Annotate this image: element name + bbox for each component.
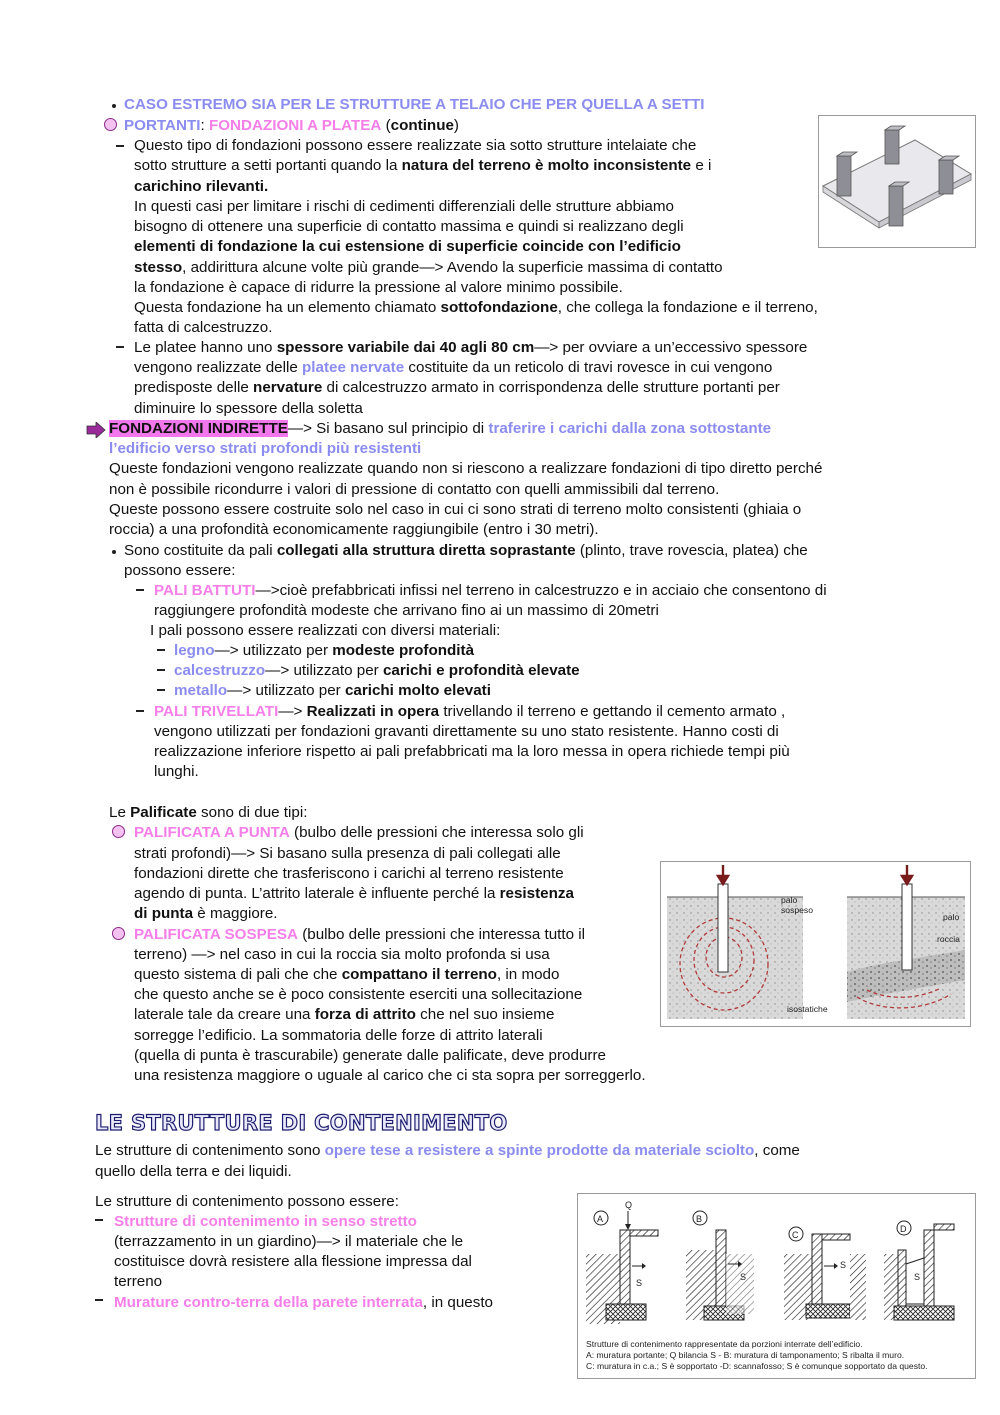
text-line: che questo anche se è poco consistente eserciti una sollecitazione — [134, 986, 583, 1003]
text-line: strati profondi)—> Si basano sulla presenza di pali collegati alle — [134, 845, 561, 862]
text-line: agendo di punta. L’attrito laterale è influente perché la resistenza — [134, 885, 574, 902]
text-line: possono essere: — [124, 562, 236, 579]
text-line: Le strutture di contenimento sono opere tese a resistere a spinte prodotte da materiale sciolto, come — [95, 1142, 800, 1159]
dash-marker — [116, 346, 124, 348]
text-line: Le platee hanno uno spessore variabile dai 40 agli 80 cm—> per ovviare a un’eccessivo spessore — [134, 339, 808, 356]
text-line: diminuire lo spessore della soletta — [134, 400, 363, 417]
thrust-label-s: S — [740, 1272, 747, 1282]
text-line: In questi casi per limitare i rischi di cedimenti differenziali delle strutture abbiamo — [134, 198, 674, 215]
piles-figure — [660, 861, 971, 1027]
text-line: I pali possono essere realizzati con diversi materiali: — [150, 622, 501, 639]
text-line: Queste fondazioni vengono realizzate quando non si riescono a realizzare fondazioni di tipo diretto perché — [109, 460, 823, 477]
text-line: PALI TRIVELLATI—> Realizzati in opera trivellando il terreno e gettando il cemento armato , — [154, 703, 786, 720]
thrust-label-s: S — [914, 1272, 921, 1282]
text-line: l’edificio verso strati profondi più resistenti — [109, 440, 422, 457]
text-line: Queste possono essere costruite solo nel caso in cui ci sono strati di terreno molto consistenti (ghiaia o — [109, 501, 802, 518]
text-line: legno—> utilizzato per modeste profondità — [174, 642, 475, 659]
text-line: stesso, addirittura alcune volte più grande—> Avendo la superficie massima di contatto — [134, 259, 723, 276]
wall-c — [784, 1227, 866, 1320]
text-line: PALIFICATA SOSPESA (bulbo delle pressioni che interessa tutto il — [134, 926, 586, 943]
text-line: quello della terra e dei liquidi. — [95, 1163, 292, 1180]
piles-label: isostatiche — [787, 1004, 828, 1014]
text-line: Questo tipo di fondazioni possono essere realizzate sia sotto strutture intelaiate che — [134, 137, 697, 154]
bullet — [112, 104, 116, 108]
platea-heading-line2: PORTANTI: FONDAZIONI A PLATEA (continue) — [124, 117, 459, 134]
text-line: vengono utilizzati per fondazioni gravanti direttamente su uno stato resistente. Hanno costi di — [154, 723, 779, 740]
text-line: predisposte delle nervature di calcestruzzo armato in corrispondenza delle strutture portanti per — [134, 379, 780, 396]
thrust-label-s: S — [636, 1278, 643, 1288]
wall-label-d: D — [900, 1224, 907, 1234]
piles-label: palo — [943, 912, 960, 922]
figure-caption: A: muratura portante; Q bilancia S - B: muratura di tamponamento; S ribalta il muro. — [586, 1350, 905, 1360]
text-line: Strutture di contenimento in senso stretto — [114, 1213, 417, 1230]
platea-figure — [818, 115, 976, 248]
text-line: questo sistema di pali che che compattano il terreno, in modo — [134, 966, 560, 983]
circle-marker — [112, 825, 125, 838]
dash-marker — [95, 1219, 103, 1221]
text-line: vengono realizzate delle platee nervate costituite da un reticolo di travi rovesce in cui vengono — [134, 359, 773, 376]
bullet — [112, 550, 116, 554]
wall-d — [884, 1221, 954, 1320]
indirette-heading: FONDAZIONI INDIRETTE—> Si basano sul principio di traferire i carichi dalla zona sottostante — [109, 420, 772, 437]
platea-heading-line1: CASO ESTREMO SIA PER LE STRUTTURE A TELAIO CHE PER QUELLA A SETTI — [124, 96, 705, 113]
text-line: metallo—> utilizzato per carichi molto elevati — [174, 682, 491, 699]
text-line: raggiungere profondità modeste che arrivano fino ai un massimo di 20metri — [154, 602, 659, 619]
dash-marker — [116, 145, 124, 147]
dash-marker — [157, 669, 165, 671]
text-line: (quella di punta è trascurabile) generate dalle palificate, deve produrre — [134, 1047, 606, 1064]
text-line: terreno — [114, 1273, 163, 1290]
piles-label: sospeso — [781, 905, 814, 915]
text-line: la fondazione è capace di ridurre la pressione al valore minimo possibile. — [134, 279, 623, 296]
wall-a — [586, 1200, 658, 1324]
wall-label-b: B — [696, 1214, 703, 1224]
text-line: lunghi. — [154, 763, 199, 780]
wall-label-c: C — [792, 1230, 799, 1240]
text-line: Le Palificate sono di due tipi: — [109, 804, 308, 821]
text-line: Le strutture di contenimento possono essere: — [95, 1193, 399, 1210]
text-line: elementi di fondazione la cui estensione di superficie coincide con l’edificio — [134, 238, 681, 255]
text-line: roccia) a una profondità economicamente raggiungibile (entro i 30 metri). — [109, 521, 599, 538]
text-line: PALI BATTUTI—>cioè prefabbricati infissi nel terreno in calcestruzzo e in acciaio che consentono di — [154, 582, 827, 599]
text-line: non è possibile ricondurre i valori di pressione di contatto con quelli ammissibili dal terreno. — [109, 481, 720, 498]
text-line: fondazioni dirette che trasferiscono i carichi al terreno resistente — [134, 865, 564, 882]
text-line: Sono costituite da pali collegati alla struttura diretta soprastante (plinto, trave rovescia, platea) che — [124, 542, 808, 559]
text-line: sorregge l’edificio. La sommatoria delle forze di attrito laterali — [134, 1027, 543, 1044]
text-line: fatta di calcestruzzo. — [134, 319, 273, 336]
retaining-walls-figure — [577, 1193, 976, 1379]
text-line: sotto strutture a setti portanti quando la natura del terreno è molto inconsistente e i — [134, 157, 712, 174]
thrust-label-s: S — [840, 1260, 847, 1270]
arrow-marker-icon — [86, 422, 106, 442]
text-line: (terrazzamento in un giardino)—> il materiale che le — [114, 1233, 464, 1250]
text-line: terreno) —> nel caso in cui la roccia sia molto profonda si usa — [134, 946, 550, 963]
text-line: realizzazione inferiore rispetto ai pali prefabbricati ma la loro messa in opera richiede tempi più — [154, 743, 790, 760]
load-label-q: Q — [625, 1200, 633, 1210]
section-heading: LE STRUTTURE DI CONTENIMENTO — [95, 1111, 508, 1135]
text-line: bisogno di ottenere una superficie di contatto massima e quindi si realizzano degli — [134, 218, 684, 235]
text-line: laterale tale da creare una forza di attrito che nel suo insieme — [134, 1006, 555, 1023]
text-line: calcestruzzo—> utilizzato per carichi e profondità elevate — [174, 662, 580, 679]
piles-label: palo — [781, 895, 798, 905]
text-line: Murature contro-terra della parete interrata, in questo — [114, 1294, 493, 1311]
text-line: carichino rilevanti. — [134, 178, 269, 195]
text-line: una resistenza maggiore o uguale al carico che ci sta sopra per sorreggerlo. — [134, 1067, 646, 1084]
circle-marker — [112, 927, 125, 940]
circle-marker — [104, 118, 117, 131]
piles-label: roccia — [937, 934, 960, 944]
text-line: Questa fondazione ha un elemento chiamato sottofondazione, che collega la fondazione e il terreno, — [134, 299, 818, 316]
figure-caption: Strutture di contenimento rappresentate da porzioni interrate dell’edificio. — [586, 1339, 863, 1349]
dash-marker — [157, 689, 165, 691]
wall-label-a: A — [597, 1214, 604, 1224]
text-line: costituisce dovrà resistere alla flessione impressa dal — [114, 1253, 472, 1270]
dash-marker — [136, 710, 144, 712]
dash-marker — [136, 589, 144, 591]
dash-marker — [157, 649, 165, 651]
text-line: PALIFICATA A PUNTA (bulbo delle pressioni che interessa solo gli — [134, 824, 584, 841]
dash-marker — [95, 1299, 103, 1301]
wall-b — [686, 1211, 754, 1320]
text-line: di punta è maggiore. — [134, 905, 278, 922]
figure-caption: C: muratura in c.a.; S è sopportato -D: scannafosso; S è comunque sopportato da questo. — [586, 1361, 928, 1371]
